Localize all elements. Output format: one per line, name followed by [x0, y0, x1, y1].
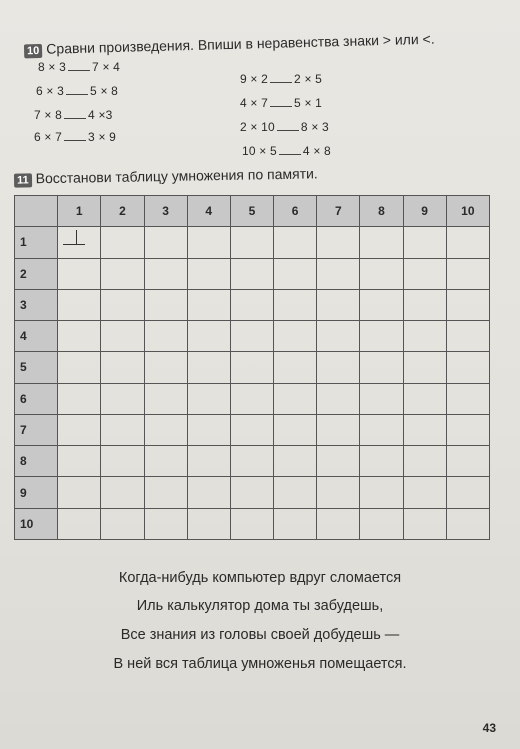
table-cell[interactable]: [144, 477, 187, 508]
row-header: 7: [15, 414, 58, 445]
table-cell[interactable]: [187, 477, 230, 508]
table-cell[interactable]: [101, 477, 144, 508]
table-cell[interactable]: [403, 289, 446, 320]
table-cell[interactable]: [58, 321, 101, 352]
table-cell[interactable]: [230, 446, 273, 477]
table-cell[interactable]: [230, 508, 273, 539]
table-cell[interactable]: [144, 508, 187, 539]
table-cell[interactable]: [144, 446, 187, 477]
table-cell[interactable]: [446, 446, 489, 477]
table-cell[interactable]: [230, 289, 273, 320]
table-cell[interactable]: [274, 414, 317, 445]
comparison-item[interactable]: 9 × 2 2 × 5: [240, 72, 323, 86]
table-cell[interactable]: [317, 321, 360, 352]
table-cell[interactable]: [230, 477, 273, 508]
row-header: 10: [15, 508, 58, 539]
table-cell[interactable]: [317, 227, 360, 258]
table-cell[interactable]: [403, 477, 446, 508]
table-cell[interactable]: [101, 352, 144, 383]
poem-line: Иль калькулятор дома ты забудешь,: [136, 598, 384, 614]
table-cell[interactable]: [230, 352, 273, 383]
table-cell[interactable]: [101, 258, 144, 289]
table-cell[interactable]: [403, 352, 446, 383]
task-10-title: [24, 31, 435, 59]
page-number: 43: [482, 721, 496, 735]
table-cell[interactable]: [187, 508, 230, 539]
table-cell[interactable]: [317, 508, 360, 539]
table-cell[interactable]: [446, 477, 489, 508]
table-cell[interactable]: [230, 321, 273, 352]
table-cell[interactable]: [446, 227, 489, 258]
table-cell[interactable]: [230, 383, 273, 414]
table-cell[interactable]: [101, 383, 144, 414]
table-cell[interactable]: [317, 352, 360, 383]
task-11-title: [14, 165, 318, 187]
table-cell[interactable]: [446, 258, 489, 289]
comparison-item[interactable]: 7 × 8 4 ×3: [34, 108, 113, 122]
table-cell[interactable]: [101, 414, 144, 445]
table-cell[interactable]: [101, 289, 144, 320]
table-cell[interactable]: [274, 508, 317, 539]
table-cell[interactable]: [58, 227, 101, 258]
table-cell[interactable]: [144, 289, 187, 320]
table-cell[interactable]: [403, 508, 446, 539]
table-cell[interactable]: [58, 508, 101, 539]
column-header: 8: [360, 196, 403, 227]
table-cell[interactable]: [360, 321, 403, 352]
table-cell[interactable]: [230, 414, 273, 445]
multiplication-table: [14, 195, 490, 540]
table-cell[interactable]: [274, 321, 317, 352]
table-cell[interactable]: [403, 258, 446, 289]
column-header: 6: [274, 196, 317, 227]
column-header: 3: [144, 196, 187, 227]
table-cell[interactable]: [274, 258, 317, 289]
table-cell[interactable]: [317, 477, 360, 508]
table-cell[interactable]: [360, 477, 403, 508]
table-corner: [15, 196, 58, 227]
table-cell[interactable]: [144, 352, 187, 383]
table-cell[interactable]: [187, 446, 230, 477]
row-header: 8: [15, 446, 58, 477]
column-header: 9: [403, 196, 446, 227]
table-cell[interactable]: [144, 321, 187, 352]
table-cell[interactable]: [58, 352, 101, 383]
table-cell[interactable]: [187, 289, 230, 320]
poem-line: В ней вся таблица умноженья помещается.: [113, 656, 407, 672]
column-header: 2: [101, 196, 144, 227]
table-cell[interactable]: [317, 289, 360, 320]
row-header: 9: [15, 477, 58, 508]
table-cell[interactable]: [403, 414, 446, 445]
table-cell[interactable]: [101, 446, 144, 477]
table-cell[interactable]: [403, 227, 446, 258]
table-cell[interactable]: [274, 352, 317, 383]
column-header: 4: [187, 196, 230, 227]
task-11-number: 11: [14, 173, 32, 187]
table-cell[interactable]: [187, 383, 230, 414]
table-cell[interactable]: [360, 446, 403, 477]
table-cell[interactable]: [403, 446, 446, 477]
table-cell[interactable]: [317, 446, 360, 477]
table-cell[interactable]: [317, 414, 360, 445]
table-cell[interactable]: [360, 227, 403, 258]
table-cell[interactable]: [58, 477, 101, 508]
table-cell[interactable]: [230, 227, 273, 258]
column-header: 1: [58, 196, 101, 227]
row-header: 2: [15, 258, 58, 289]
table-cell[interactable]: [446, 352, 489, 383]
table-cell[interactable]: [403, 383, 446, 414]
row-header: 6: [15, 383, 58, 414]
comparison-item[interactable]: 6 × 3 5 × 8: [36, 84, 119, 98]
column-header: 5: [230, 196, 273, 227]
table-cell[interactable]: [144, 414, 187, 445]
task-10-number: 10: [24, 44, 43, 58]
table-cell[interactable]: [58, 258, 101, 289]
table-cell[interactable]: [187, 227, 230, 258]
table-cell[interactable]: [317, 383, 360, 414]
table-cell[interactable]: [144, 383, 187, 414]
comparison-item[interactable]: 4 × 7 5 × 1: [240, 96, 323, 110]
comparison-item[interactable]: 10 × 5 4 × 8: [242, 144, 331, 158]
row-header: 1: [15, 227, 58, 258]
row-header: 3: [15, 289, 58, 320]
table-cell[interactable]: [58, 446, 101, 477]
table-cell[interactable]: [58, 289, 101, 320]
arrow-down-icon: [76, 230, 77, 244]
table-cell[interactable]: [274, 477, 317, 508]
table-cell[interactable]: [403, 321, 446, 352]
table-cell[interactable]: [187, 352, 230, 383]
table-cell[interactable]: [274, 383, 317, 414]
table-cell[interactable]: [446, 508, 489, 539]
table-cell[interactable]: [360, 508, 403, 539]
table-cell[interactable]: [187, 414, 230, 445]
table-cell[interactable]: [101, 227, 144, 258]
table-cell[interactable]: [58, 383, 101, 414]
row-header: 5: [15, 352, 58, 383]
column-header: 7: [317, 196, 360, 227]
table-cell[interactable]: [58, 414, 101, 445]
table-cell[interactable]: [230, 258, 273, 289]
table-cell[interactable]: [274, 446, 317, 477]
table-cell[interactable]: [360, 258, 403, 289]
row-header: 4: [15, 321, 58, 352]
task-11-text: Восстанови таблицу умножения по памяти.: [35, 165, 318, 187]
table-cell[interactable]: [446, 289, 489, 320]
table-cell[interactable]: [317, 258, 360, 289]
poem-line: Когда-нибудь компьютер вдруг сломается: [118, 570, 402, 586]
table-cell[interactable]: [446, 321, 489, 352]
table-cell[interactable]: [144, 258, 187, 289]
table-cell[interactable]: [101, 321, 144, 352]
table-cell[interactable]: [274, 289, 317, 320]
table-cell[interactable]: [360, 352, 403, 383]
poem-line: Все знания из головы своей добудешь —: [120, 627, 400, 643]
table-cell[interactable]: [446, 414, 489, 445]
table-cell[interactable]: [360, 383, 403, 414]
comparison-item[interactable]: 2 × 10 8 × 3: [240, 120, 329, 134]
table-cell[interactable]: [360, 289, 403, 320]
task-10-text: Сравни произведения. Впиши в неравенства знаки > или <.: [46, 30, 435, 57]
table-cell[interactable]: [144, 227, 187, 258]
table-cell[interactable]: [187, 258, 230, 289]
table-cell[interactable]: [446, 383, 489, 414]
table-cell[interactable]: [187, 321, 230, 352]
table-cell[interactable]: [101, 508, 144, 539]
table-cell[interactable]: [360, 414, 403, 445]
table-cell[interactable]: [274, 227, 317, 258]
comparison-item[interactable]: 6 × 7 3 × 9: [34, 130, 117, 144]
arrow-right-icon: [63, 244, 85, 245]
column-header: 10: [446, 196, 489, 227]
comparison-item[interactable]: 8 × 3 7 × 4: [38, 60, 121, 74]
